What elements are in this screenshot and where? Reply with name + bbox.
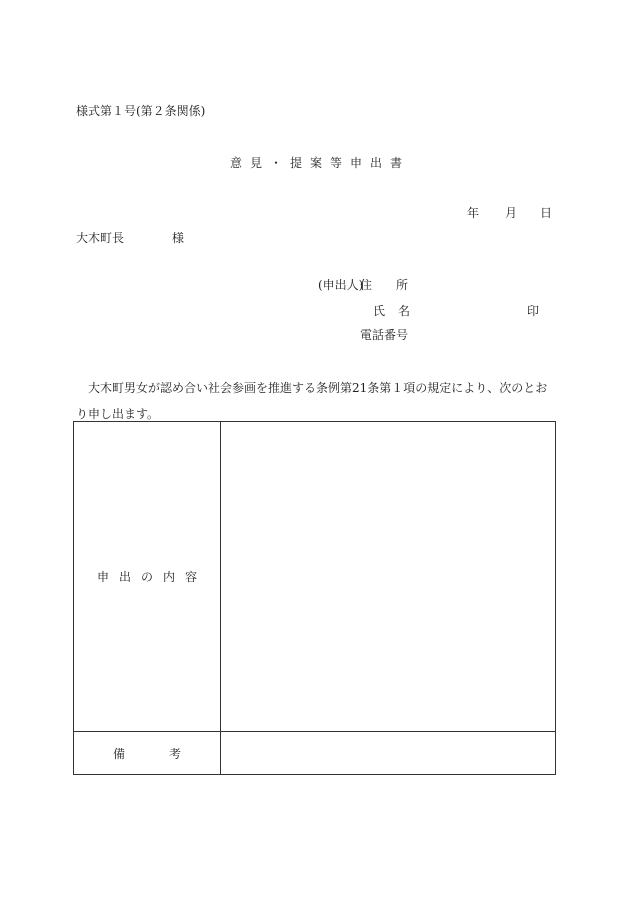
date-month-label: 月	[505, 206, 518, 220]
applicant-prefix: (申出人)	[318, 278, 364, 292]
submission-table	[73, 421, 556, 775]
recipient-name: 大木町長	[76, 231, 125, 245]
content-label: 申出の内容	[96, 570, 207, 584]
phone-label: 電話番号	[360, 328, 409, 342]
date-year-label: 年	[467, 206, 480, 220]
name-label-second: 名	[398, 304, 411, 318]
remarks-field[interactable]	[221, 732, 556, 775]
address-label: 住 所	[360, 278, 409, 292]
content-field[interactable]	[221, 422, 556, 731]
remarks-label	[74, 732, 220, 775]
date-day-label: 日	[540, 206, 553, 220]
remarks-label-second: 考	[169, 747, 182, 761]
remarks-label-first: 備	[112, 747, 125, 761]
name-label-first: 氏	[373, 304, 386, 318]
form-number: 様式第１号(第２条関係)	[76, 104, 206, 118]
statement-text: 大木町男女が認め合い社会参画を推進する条例第21条第１項の規定により、次のとおり申し出ます。	[76, 381, 548, 421]
document-title: 意見・提案等申出書	[230, 156, 411, 170]
seal-mark-label: 印	[527, 304, 540, 318]
recipient-honorific: 様	[172, 231, 185, 245]
